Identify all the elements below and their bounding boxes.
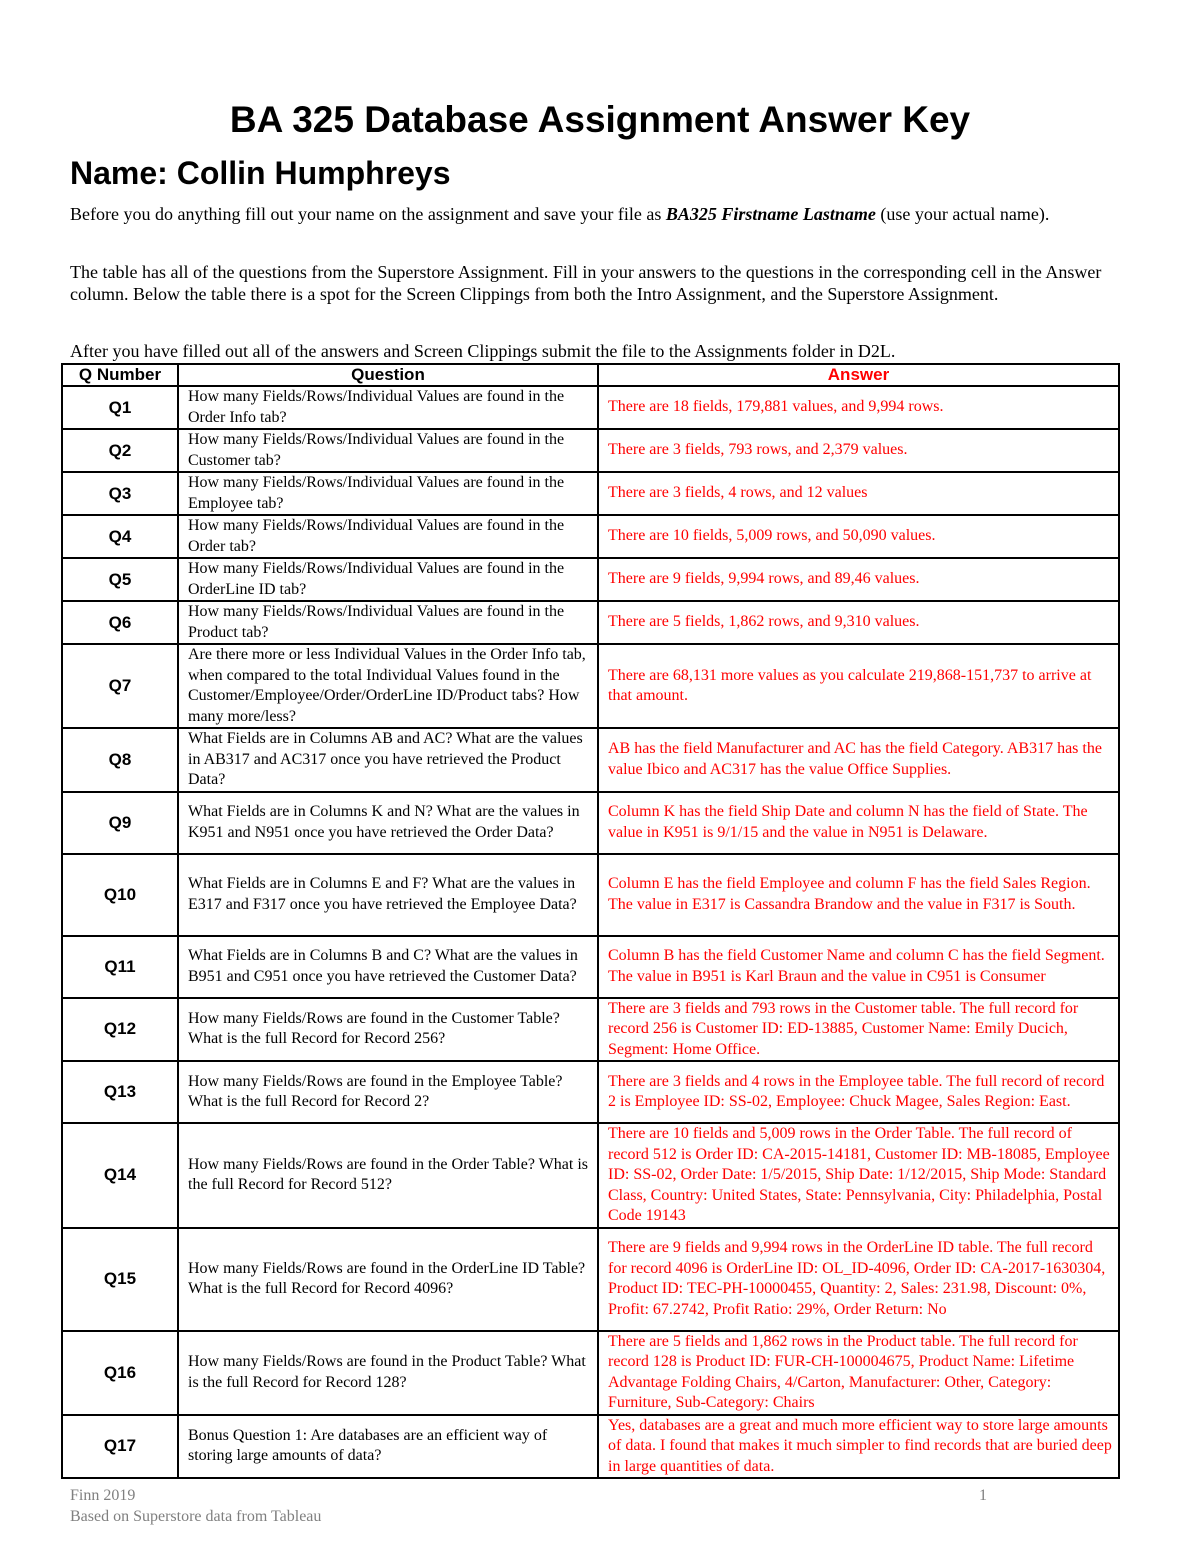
- intro-paragraph-2: The table has all of the questions from the Superstore Assignment. Fill in your answers to the questions in the corresponding cell in the Answer column. Below the table there is a spot for the Screen Clippings from both the Intro Assignment, and the Superstore Assignment.: [70, 262, 1102, 304]
- table-row: [62, 728, 1119, 792]
- question-text: How many Fields/Rows/Individual Values are found in the Employee tab?: [178, 472, 598, 515]
- page-number: 1: [979, 1487, 987, 1504]
- student-name: Name: Collin Humphreys: [70, 155, 451, 191]
- footer-author: Finn 2019: [70, 1487, 136, 1504]
- answer-text: There are 18 fields, 179,881 values, and 9,994 rows.: [598, 386, 1119, 429]
- answer-text: There are 3 fields, 4 rows, and 12 values: [598, 472, 1119, 515]
- answer-text: There are 3 fields and 793 rows in the Customer table. The full record for record 256 is Customer ID: ED-13885, Customer Name: Emily Ducich, Segment: Home Office.: [598, 998, 1119, 1062]
- table-row: [62, 854, 1119, 936]
- question-text: What Fields are in Columns AB and AC? What are the values in AB317 and AC317 once you have retrieved the Product Data?: [178, 728, 598, 792]
- answer-text: Column B has the field Customer Name and column C has the field Segment. The value in B951 is Karl Braun and the value in C951 is Consumer: [598, 936, 1119, 998]
- answer-text: There are 5 fields, 1,862 rows, and 9,310 values.: [598, 601, 1119, 644]
- table-row: [62, 472, 1119, 515]
- question-text: How many Fields/Rows are found in the Customer Table? What is the full Record for Record 256?: [178, 998, 598, 1062]
- question-number: Q8: [62, 728, 178, 792]
- table-row: [62, 998, 1119, 1062]
- question-text: How many Fields/Rows are found in the Order Table? What is the full Record for Record 512?: [178, 1123, 598, 1228]
- answer-text: AB has the field Manufacturer and AC has the field Category. AB317 has the value Ibico and AC317 has the value Office Supplies.: [598, 728, 1119, 792]
- answer-text: There are 5 fields and 1,862 rows in the Product table. The full record for record 128 is Product ID: FUR-CH-100004675, Product Name: Lifetime Advantage Folding Chairs, 4/Carton, Manufacturer: Other, Category: Furniture, Sub-Category: Chairs: [598, 1331, 1119, 1415]
- table-body: [62, 386, 1119, 1478]
- question-number: Q14: [62, 1123, 178, 1228]
- question-number: Q6: [62, 601, 178, 644]
- question-text: What Fields are in Columns B and C? What are the values in B951 and C951 once you have retrieved the Customer Data?: [178, 936, 598, 998]
- table-row: [62, 429, 1119, 472]
- table-row: [62, 1415, 1119, 1479]
- table-row: [62, 936, 1119, 998]
- intro-text: (use your actual name).: [875, 204, 1050, 224]
- answer-text: Column E has the field Employee and column F has the field Sales Region. The value in E317 is Cassandra Brandow and the value in F317 is South.: [598, 854, 1119, 936]
- question-text: What Fields are in Columns E and F? What are the values in E317 and F317 once you have retrieved the Employee Data?: [178, 854, 598, 936]
- question-number: Q12: [62, 998, 178, 1062]
- table-row: [62, 1228, 1119, 1331]
- table-header-row: [62, 364, 1119, 386]
- question-number: Q5: [62, 558, 178, 601]
- answer-text: There are 9 fields and 9,994 rows in the OrderLine ID table. The full record for record 4096 is OrderLine ID: OL_ID-4096, Order ID: CA-2017-1630304, Product ID: TEC-PH-10000455, Quantity: 2, Sales: 231.98, Discount: 0%, Profit: 67.2742, Profit Ratio: 29%, Order Return: No: [598, 1228, 1119, 1331]
- question-number: Q1: [62, 386, 178, 429]
- table-row: [62, 1061, 1119, 1123]
- question-text: How many Fields/Rows are found in the OrderLine ID Table? What is the full Record for Record 4096?: [178, 1228, 598, 1331]
- question-text: Are there more or less Individual Values in the Order Info tab, when compared to the total Individual Values found in the Customer/Employee/Order/OrderLine ID/Product tabs? How many more/less?: [178, 644, 598, 728]
- question-number: Q2: [62, 429, 178, 472]
- page-title: BA 325 Database Assignment Answer Key: [229, 99, 971, 140]
- header-answer: Answer: [598, 364, 1119, 386]
- question-number: Q9: [62, 792, 178, 854]
- answer-text: There are 10 fields and 5,009 rows in the Order Table. The full record of record 512 is Order ID: CA-2015-14181, Customer ID: MB-18085, Employee ID: SS-02, Order Date: 1/5/2015, Ship Date: 1/12/2015, Ship Mode: Standard Class, Country: United States, State: Pennsylvania, City: Philadelphia, Postal Code 19143: [598, 1123, 1119, 1228]
- footer-source: Based on Superstore data from Tableau: [70, 1508, 322, 1525]
- answer-text: There are 3 fields, 793 rows, and 2,379 values.: [598, 429, 1119, 472]
- table-row: [62, 386, 1119, 429]
- table-row: [62, 558, 1119, 601]
- question-number: Q7: [62, 644, 178, 728]
- answer-text: There are 3 fields and 4 rows in the Employee table. The full record of record 2 is Employee ID: SS-02, Employee: Chuck Magee, Sales Region: East.: [598, 1061, 1119, 1123]
- question-number: Q4: [62, 515, 178, 558]
- question-text: Bonus Question 1: Are databases are an efficient way of storing large amounts of data?: [178, 1415, 598, 1479]
- question-number: Q16: [62, 1331, 178, 1415]
- question-text: How many Fields/Rows/Individual Values are found in the OrderLine ID tab?: [178, 558, 598, 601]
- question-number: Q13: [62, 1061, 178, 1123]
- question-number: Q3: [62, 472, 178, 515]
- table-row: [62, 515, 1119, 558]
- answer-text: Column K has the field Ship Date and column N has the field of State. The value in K951 is 9/1/15 and the value in N951 is Delaware.: [598, 792, 1119, 854]
- intro-paragraph-3: After you have filled out all of the answers and Screen Clippings submit the file to the Assignments folder in D2L.: [70, 341, 896, 361]
- question-text: How many Fields/Rows/Individual Values are found in the Product tab?: [178, 601, 598, 644]
- header-q-number: Q Number: [62, 364, 178, 386]
- question-text: What Fields are in Columns K and N? What are the values in K951 and N951 once you have retrieved the Order Data?: [178, 792, 598, 854]
- table-row: [62, 644, 1119, 728]
- table-row: [62, 792, 1119, 854]
- question-text: How many Fields/Rows are found in the Product Table? What is the full Record for Record 128?: [178, 1331, 598, 1415]
- question-text: How many Fields/Rows/Individual Values are found in the Order tab?: [178, 515, 598, 558]
- question-text: How many Fields/Rows are found in the Employee Table? What is the full Record for Record 2?: [178, 1061, 598, 1123]
- answer-text: There are 10 fields, 5,009 rows, and 50,090 values.: [598, 515, 1119, 558]
- table-row: [62, 1331, 1119, 1415]
- header-question: Question: [178, 364, 598, 386]
- question-text: How many Fields/Rows/Individual Values are found in the Order Info tab?: [178, 386, 598, 429]
- question-number: Q17: [62, 1415, 178, 1479]
- answer-text: There are 68,131 more values as you calculate 219,868-151,737 to arrive at that amount.: [598, 644, 1119, 728]
- question-text: How many Fields/Rows/Individual Values are found in the Customer tab?: [178, 429, 598, 472]
- table-row: [62, 601, 1119, 644]
- table-row: [62, 1123, 1119, 1228]
- question-number: Q11: [62, 936, 178, 998]
- qa-table: [61, 363, 1120, 1479]
- answer-text: There are 9 fields, 9,994 rows, and 89,46 values.: [598, 558, 1119, 601]
- question-number: Q15: [62, 1228, 178, 1331]
- question-number: Q10: [62, 854, 178, 936]
- answer-text: Yes, databases are a great and much more efficient way to store large amounts of data. I found that makes it much simpler to find records that are buried deep in large quantities of data.: [598, 1415, 1119, 1479]
- filename-emphasis: BA325 Firstname Lastname: [665, 204, 876, 224]
- intro-text: Before you do anything fill out your name on the assignment and save your file as: [70, 204, 666, 224]
- intro-paragraph-1: [70, 204, 1132, 226]
